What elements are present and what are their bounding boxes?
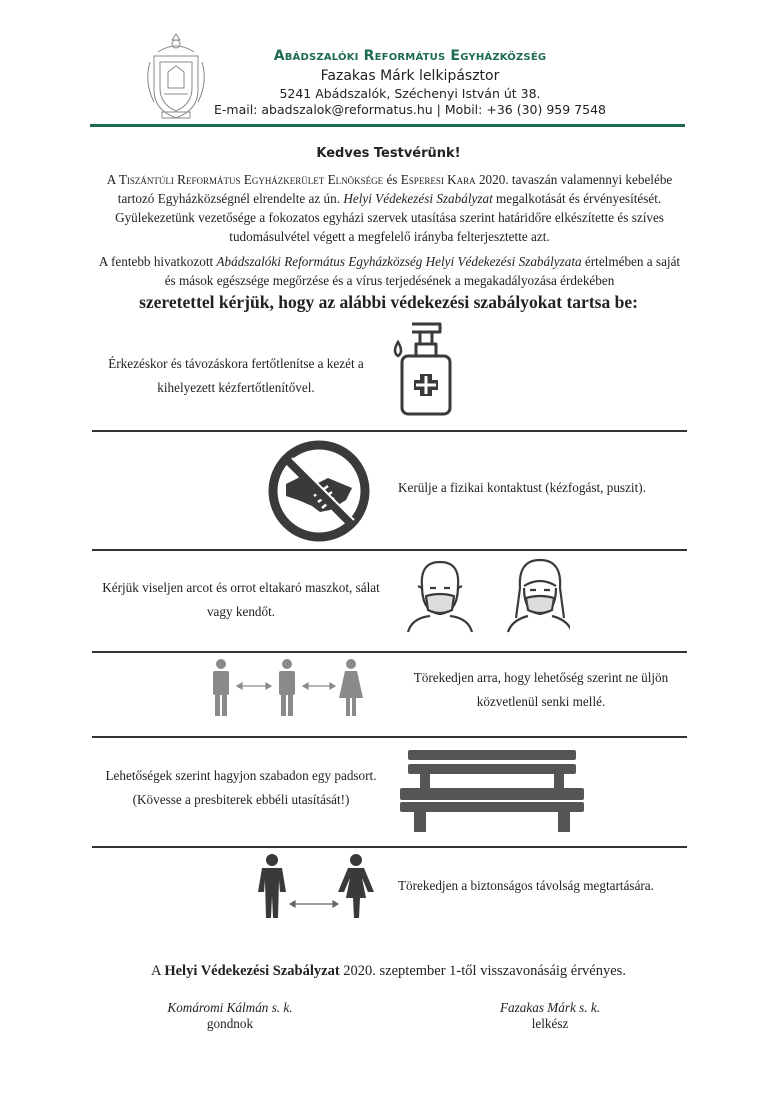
signature-pastor: [450, 1000, 650, 1032]
rule-divider-5: [92, 846, 687, 848]
intro-paragraph-1: A Tiszántúli Református Egyházkerület Elnöksége és Esperesi Kara 2020. tavaszán valamennyi kebelébe tartozó Egyházközségnél elrendelte az ún. Helyi Védekezési Szabályzat megalkotását és érvényesítését. Gyülekezetünk vezetősége a fokozatos egyházi szervek utasítása szerint határidőre elkészítette és szíves tudomásulvétel végett a megfelelő irányba felterjesztette azt.: [106, 172, 673, 244]
signature-role: lelkész: [531, 1016, 569, 1031]
rule-divider-4: [92, 736, 687, 738]
signature-role: gondnok: [206, 1016, 254, 1031]
header-divider: [90, 124, 685, 127]
address: 5241 Abádszalók, Széchenyi István út 38.: [279, 86, 541, 101]
rule-1-text: Érkezéskor és távozáskora fertőtlenítse a kezét a kihelyezett kézfertőtlenítővel.: [108, 356, 364, 395]
no-handshake-icon: [268, 440, 370, 542]
seat-spacing-icon: [205, 656, 375, 720]
bench-icon: [396, 746, 588, 834]
rule-5-text: Lehetőségek szerint hagyjon szabadon egy padsort. (Kövesse a presbiterek ebbéli utasítását!): [105, 768, 377, 807]
signature-name: Komáromi Kálmán s. k.: [167, 1000, 293, 1015]
contact-line: E-mail: abadszalok@reformatus.hu | Mobil: +36 (30) 959 7548: [214, 102, 606, 117]
pastor-name: Fazakas Márk lelkipásztor: [320, 68, 500, 84]
rule-divider-2: [92, 549, 687, 551]
signature-name: Fazakas Márk s. k.: [500, 1000, 600, 1015]
rule-divider-3: [92, 651, 687, 653]
salutation: Kedves Testvérünk!: [316, 146, 461, 161]
social-distance-icon: [252, 852, 380, 920]
request-heading: szeretettel kérjük, hogy az alábbi védekezési szabályokat tartsa be:: [139, 292, 638, 312]
rule-4-text: Törekedjen arra, hogy lehetőség szerint ne üljön közvetlenül senki mellé.: [413, 670, 669, 709]
intro-paragraph-2: A fentebb hivatkozott Abádszalóki Református Egyházközség Helyi Védekezési Szabályzata értelmében a saját és mások egészsége megőrzése és a vírus terjedésének a megakadályozása érdekében: [98, 254, 681, 288]
rule-2-text: Kerülje a fizikai kontaktust (kézfogást, puszit).: [398, 480, 646, 495]
org-name: Abádszalóki Református Egyházközség: [273, 48, 547, 64]
rule-3-text: Kérjük viseljen arcot és orrot eltakaró maszkot, sálat vagy kendőt.: [102, 580, 380, 619]
face-mask-icon: [400, 556, 570, 636]
rule-divider-1: [92, 430, 687, 432]
hand-sanitizer-icon: [390, 320, 470, 420]
signature-caretaker: [130, 1000, 330, 1032]
validity-statement: A Helyi Védekezési Szabályzat 2020. szeptember 1-től visszavonásáig érvényes.: [151, 963, 626, 979]
rule-6-text: Törekedjen a biztonságos távolság megtartására.: [398, 878, 654, 893]
